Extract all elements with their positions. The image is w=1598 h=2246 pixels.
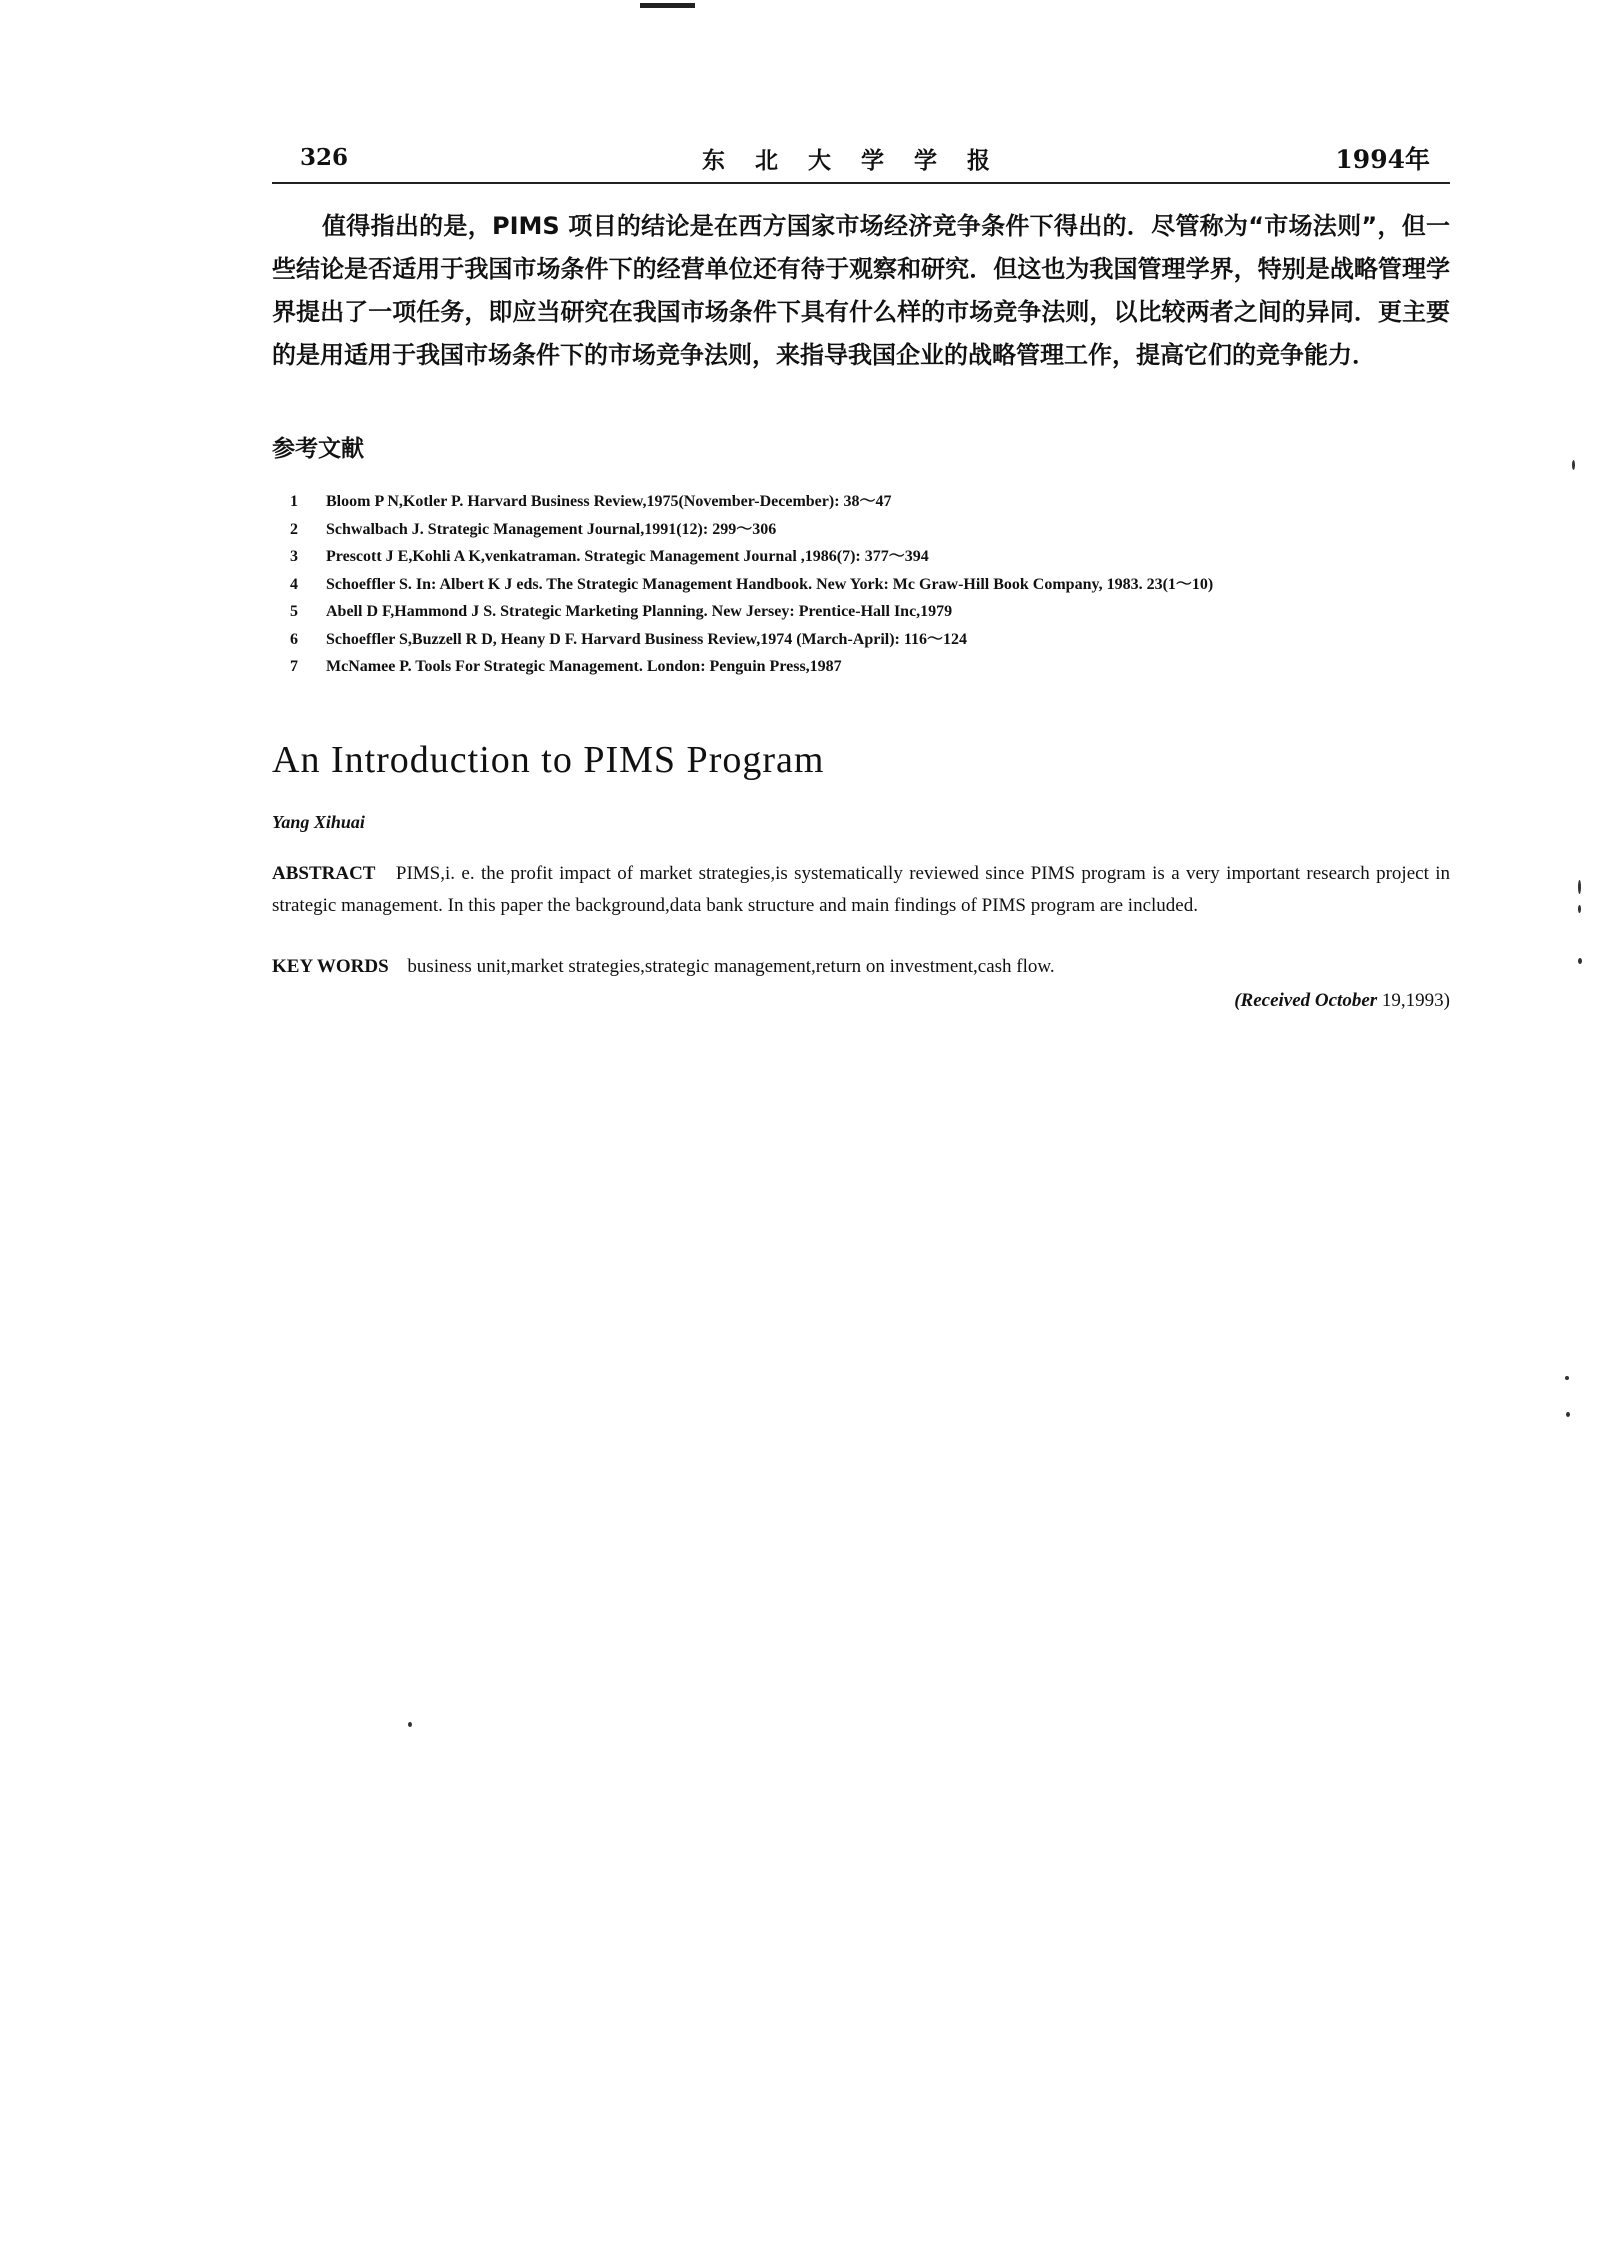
scan-speck (1578, 880, 1581, 894)
english-keywords (272, 956, 1450, 978)
scan-speck (1565, 1376, 1569, 1380)
reference-number: 2 (290, 520, 298, 538)
reference-number: 4 (290, 575, 298, 593)
reference-text: McNamee P. Tools For Strategic Management. London: Penguin Press,1987 (326, 658, 842, 675)
scan-speck (1578, 958, 1582, 964)
reference-item (290, 626, 1450, 654)
reference-text: Schwalbach J. Strategic Management Journal,1991(12): 299～306 (326, 520, 777, 538)
page-number: 326 (300, 144, 349, 171)
abstract-label: ABSTRACT (272, 863, 376, 884)
reference-item (290, 653, 1450, 681)
abstract-text: PIMS,i. e. the profit impact of market strategies,is systematically reviewed since PIMS program is a very important research project in strategic management. In this paper the background,data bank structure and main findings of PIMS program are included. (272, 863, 1451, 916)
running-header (272, 138, 1450, 184)
keywords-text: business unit,market strategies,strategic management,return on investment,cash flow. (407, 956, 1055, 977)
reference-item (290, 571, 1450, 599)
received-date-value: 19,1993) (1381, 990, 1450, 1011)
reference-text: Bloom P N,Kotler P. Harvard Business Review,1975(November-December): 38～47 (326, 493, 892, 510)
keywords-label: KEY WORDS (272, 956, 389, 977)
english-abstract (272, 858, 1450, 922)
scan-speck (408, 1722, 412, 1727)
reference-number: 7 (290, 658, 298, 675)
reference-item (290, 488, 1450, 516)
header-year: 1994年 (1335, 145, 1430, 174)
reference-number: 1 (290, 493, 298, 510)
reference-item (290, 516, 1450, 544)
english-title: An Introduction to PIMS Program (272, 739, 825, 781)
received-label: (Received October (1234, 990, 1378, 1011)
journal-name: 东北大学学报 (702, 147, 1020, 174)
scan-speck (1572, 460, 1575, 470)
reference-number: 5 (290, 603, 298, 620)
english-author: Yang Xihuai (272, 812, 365, 832)
scan-speck (1578, 905, 1581, 913)
reference-text: Abell D F,Hammond J S. Strategic Marketing Planning. New Jersey: Prentice-Hall Inc,1979 (326, 603, 953, 620)
reference-number: 3 (290, 548, 298, 565)
body-paragraph: 值得指出的是，PIMS 项目的结论是在西方国家市场经济竞争条件下得出的．尽管称为“市场法则”，但一些结论是否适用于我国市场条件下的经营单位还有待于观察和研究．但这也为我国管理学界，特别是战略管理学界提出了一项任务，即应当研究在我国市场条件下具有什么样的市场竞争法则，以比较两者之间的异同．更主要的是用适用于我国市场条件下的市场竞争法则，来指导我国企业的战略管理工作，提高它们的竞争能力． (272, 212, 1450, 369)
references-list (290, 488, 1450, 681)
reference-text: Schoeffler S. In: Albert K J eds. The Strategic Management Handbook. New York: Mc Graw-Hill Book Company, 1983. 23(1～10) (326, 575, 1214, 593)
reference-text: Prescott J E,Kohli A K,venkatraman. Strategic Management Journal ,1986(7): 377～394 (326, 548, 929, 565)
scan-mark (640, 3, 695, 8)
reference-number: 6 (290, 630, 298, 648)
reference-item (290, 598, 1450, 626)
scan-speck (1566, 1412, 1570, 1417)
reference-item (290, 543, 1450, 571)
references-heading: 参考文献 (272, 436, 364, 462)
received-date (1234, 990, 1450, 1012)
reference-text: Schoeffler S,Buzzell R D, Heany D F. Harvard Business Review,1974 (March-April): 116～124 (326, 630, 967, 648)
